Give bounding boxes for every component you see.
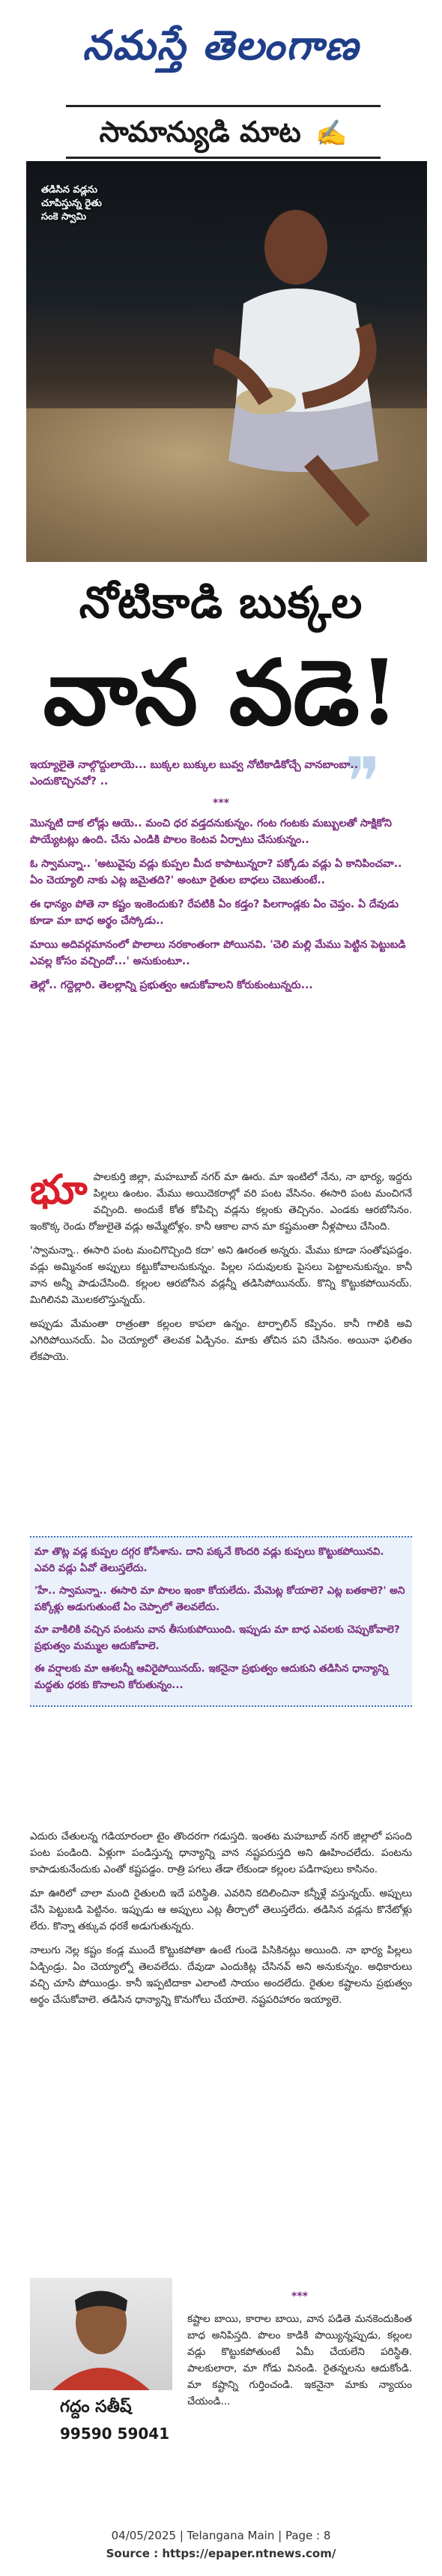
intro-quote: మాయి అదివర్గమానంలో పొలాలు నరకాంతంగా పోయినవి. 'చెలి మల్లి మేము పెట్టిన పెట్టుబడి ఎవల్ల కోసం వచ్చిందో...' అనుకుంటూ.. [30,939,406,967]
farmer-figure [214,176,408,536]
highlight-paragraph: ఈ వర్షాలకు మా ఆశలన్నీ ఆవిరైపోయినయ్. ఇకనైనా ప్రభుత్వం ఆదుకుని తడిసిన ధాన్యాన్ని మద్దతు ధరకు కొనాలని కోరుతున్నం... [34,1663,389,1691]
page-footer [0,2527,442,2563]
intro-quote: ఈ ధాన్యం పోతె నా కష్టం ఇంకెందుకు? రేపటికి ఏం కడ్తం? పిలగాండ్లకు ఏం చెప్తం. ఏ దేవుడు కూడా మా బాధ అర్థం చేస్కోడు.. [30,898,399,927]
separator-stars: *** [213,797,229,809]
highlight-paragraph: 'హే.. స్వామన్నా.. ఈసారి మా పొలం ఇంకా కోయలేదు. మేమెట్ల కోయాలె? ఎట్ల బతకాలె?' అని పక్కోళ్లు అడుగుతుంటే ఏం చెప్పాలో తెలవలేదు. [34,1585,405,1613]
masthead-title: నమస్తే తెలంగాణ [82,21,360,69]
headline-line-1: నోటికాడి బుక్కల [79,577,363,628]
intro-quote: మొన్నటి దాక లోడ్లు ఆయె.. మంచి ధర వడ్తదనుకున్నం. గంట గంటకు మబ్బులతో సాక్షికోని పొయ్యేటట్లు ఉంది. చేను ఎండికి పొలం కెంటవ ఏర్పాటు చేసుకున్నం.. [30,817,392,846]
author-name: గద్దం సతీష్ [60,2398,132,2416]
body-paragraph: మా ఊరిలో చాలా మంది రైతులది ఇదే పరిస్థితి. ఎవరిని కదిలించినా కన్నీళ్లే వస్తున్నయ్. అప్పులు చేసి పెట్టుబడి పెట్టినం. ఇప్పుడు ఆ అప్పులు ఎట్ల తీర్చాలో తెలుస్తలేదు. తడిసిన వడ్లను కొనేటోళ్లు లేరు. కొన్నా తక్కువ ధరకే అడుగుతున్నరు. [30,1887,412,1932]
photo-caption [41,184,102,224]
body-paragraph-text: పాలకుర్తి జిల్లా, మహబూబ్ నగర్ మా ఊరు. మా ఇంటిలో నేను, నా భార్య, ఇద్దరు పిల్లలు ఉంటం. మేము అయిదెకరాల్లో వరి పంట వేసినం. ఈసారి పంట మంచిగనే వచ్చింది. అందుకే కోత కోపిచ్చి వడ్లను కల్లంకు తెచ్చినం. ఎండకు ఆరబోసినం. ఇంకొక్క రెండు రోజులైతె వడ్లు అమ్మేటోళ్లం. కానీ ఆకాల వాన మా కష్టమంతా నీళ్లపాలు చేసింది. [30,1171,412,1233]
intro-quotes [30,757,412,1001]
closing-paragraph: కష్టాల బాయి, కారాల బాయి, వాన పడితె మనకెందుకింత బాధ అనిపిస్తది. పొలం కాడికి పొయ్యిన్నప్పుడు, కల్లంల వడ్లు కొట్టుకపోతుంటే ఏమీ చేయలేని పరిస్థితి. పాలకులారా, మా గోడు వినండి. రైతన్నలను ఆదుకోండి. మా కష్టాన్ని గుర్తించండి. ఇకనైనా మాకు న్యాయం చేయండి... [187,2313,412,2407]
footer-meta: 04/05/2025 | Telangana Main | Page : 8 [111,2529,331,2542]
closing-column [187,2285,412,2410]
highlight-paragraph: మా వాకిలికి వచ్చిన పంటను వాన తీసుకుపోయింది. ఇప్పుడు మా బాధ ఎవలకు చెప్పుకోవాలె? ప్రభుత్వం మమ్ముల ఆదుకోవాలె. [34,1624,400,1652]
photo-caption-line: సంకె స్వామి [41,211,87,223]
masthead [0,0,442,90]
author-portrait-icon [30,2278,172,2390]
photo-caption-line: చూపిస్తున్న రైతు [41,198,102,209]
author-phone: 99590 59041 [60,2425,170,2443]
author-photo [30,2278,172,2390]
footer-source-link[interactable]: Source : https://epaper.ntnews.com/ [106,2547,336,2560]
body-paragraph: నాలుగు నెల్ల కష్టం కండ్ల ముందే కొట్టుకపోతా ఉంటే గుండె పిసికినట్లు అయింది. నా భార్య పిల్లలు ఏడ్చిండ్రు. ఏం చెయ్యాల్నో తెలవలేదు. దేవుడా ఎందుకిట్ల చేసినవ్ అని అనుకున్నం. అధికారులు వచ్చి చూసి పోయిండ్రు. కానీ ఇప్పటిదాకా ఎలాంటి సాయం అందలేదు. రైతుల కష్టాలను ప్రభుత్వం అర్థం చేసుకోవాలె. తడిసిన ధాన్యాన్ని కొనుగోలు చేయాలె. నష్టపరిహారం ఇయ్యాలె. [30,1944,412,2006]
article-body [30,1165,412,1373]
separator-stars: *** [291,2291,308,2303]
photo-caption-line: తడిసిన వడ్లను [41,184,97,196]
intro-quote: ఓ స్వామన్నా.. 'అటువైపు వడ్లు కుప్పల మీద కాపాటున్నరా? పక్కోడు వడ్లు ఏ కానిపించవా.. ఏం చెయ్యాలి నాకు ఎట్ల జమైతది?' అంటూ రైతుల బాధలు చెబుతుంటే.. [30,858,402,886]
dropcap: భూ [30,1165,88,1213]
body-paragraph: అప్పుడు మేమంతా రాత్రంతా కల్లంల కాపలా ఉన్నం. టార్పాలిన్ కప్పినం. కానీ గాలికి అవి ఎగిరిపోయినయ్. ఏం చెయ్యాలో తెలవక ఏడ్చినం. మాకు తోచిన పని చేసినం. అయినా ఫలితం లేకపాయె. [30,1318,412,1363]
intro-quote: తెల్లో.. గద్దెల్లారి. తెలల్లాన్ని ప్రభుత్వం ఆదుకోవాలని కోరుకుంటున్నరు... [30,979,313,991]
article-body-2 [30,1828,412,2016]
highlight-box [30,1536,412,1707]
headline-line-2: వాన వడె! [43,640,399,746]
body-paragraph [30,1165,412,1235]
farmer-photo [26,161,427,562]
column-title-text: సామాన్యుడి మాట [99,115,301,148]
quote-mark-icon: ❞ [345,743,381,822]
body-paragraph: ఎదురు చేతులన్న గడియారంలా టైం తొందరగా గడుస్తది. ఇంతట మహబూబ్ నగర్ జిల్లాలో పసంది పంట పండింది. ఏళ్లుగా పండిస్తున్న ధాన్యాన్ని వాన నష్టపరుస్తది అని ఊహించలేదు. పంటను కాపాడుకునేందుకు ఎంతో కష్టపడ్డం. రాత్రి పగలు తేడా లేకుండా కల్లంల పడిగాపులు కాసినం. [30,1830,412,1875]
body-paragraph: 'స్వామన్నా.. ఈసారి పంట మంచిగొచ్చింది కదా' అని ఊరంత అన్నరు. మేము కూడా సంతోషపడ్డం. వడ్లు అమ్మినంక అప్పులు కట్టుకోవాలనుకున్నం. పిల్లల సదువులకు పైసలు పెట్టాలనుకున్నం. కానీ వాన అన్నీ పాడుచేసింది. కల్లంల ఆరబోసిన వడ్లన్నీ తడిసిపోయినయ్. కొన్ని కొట్టుకపోయినయ్. మిగిలినవి మొలకలొస్తున్నయ్. [30,1245,412,1306]
pen-icon: ✍ [315,118,348,148]
column-title [66,105,381,159]
highlight-paragraph: మా తొట్ల వడ్ల కుప్పల దగ్గర కోసేశాను. దాని పక్కనే కొందరి వడ్లు కుప్పలు కొట్టుకపోయినవి. ఎవరి వడ్లు ఏవో తెలుస్తలేదు. [34,1546,384,1574]
intro-quote: ఇయ్యాలైతె నాల్గొద్దులాయె... బుక్కల బుక్కుల బువ్వ నోటికాడికోచ్చే వానబాంబా.. ఎందుకొచ్చినవో? .. [30,759,359,787]
